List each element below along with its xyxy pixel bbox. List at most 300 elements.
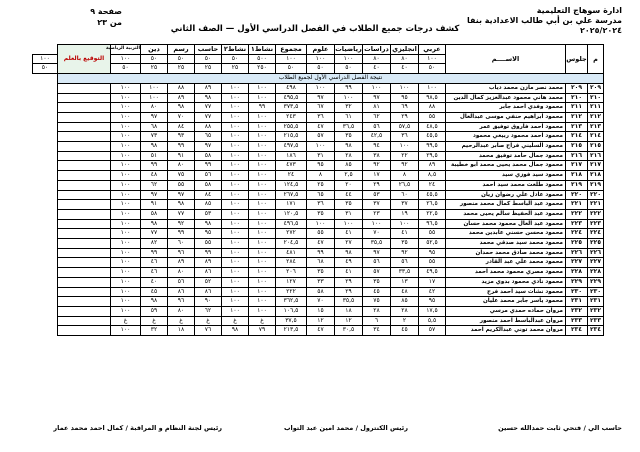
grade-cell: ١٨ bbox=[335, 306, 363, 316]
grade-cell: ١٠٠ bbox=[249, 200, 276, 210]
grade-cell: ١٠٦,٥ bbox=[276, 306, 307, 316]
grade-cell: ١٢ bbox=[335, 316, 363, 326]
grade-cell: ١٠٠ bbox=[222, 132, 249, 142]
grade-cell: ١٠٠ bbox=[391, 219, 419, 229]
student-name: محمود محمد صادق محمد حمدان bbox=[446, 248, 566, 258]
grade-cell: ٢٤ bbox=[276, 171, 307, 181]
grade-cell: ١٠٠ bbox=[111, 190, 141, 200]
grade-cell: ١٠٠ bbox=[335, 219, 363, 229]
grade-cell: ١٠٠ bbox=[249, 268, 276, 278]
grade-cell: ١٠٠ bbox=[249, 248, 276, 258]
grade-cell: ٣٥ bbox=[307, 268, 335, 278]
grade-cell: ٥٥ bbox=[419, 229, 446, 239]
grade-cell: ٣٥ bbox=[335, 132, 363, 142]
grade-cell: ٩٧ bbox=[168, 190, 195, 200]
grade-cell: ٩٨ bbox=[168, 103, 195, 113]
grade-cell: ٣٧,٥ bbox=[276, 316, 307, 326]
student-name: محمود احمد محمود ربيعي محمود bbox=[446, 132, 566, 142]
row-index: ٢٢٧ bbox=[588, 258, 604, 268]
grade-cell: ١٧,٥ bbox=[419, 306, 446, 316]
grade-cell: ٩٥ bbox=[307, 161, 335, 171]
student-name: محمود عادل علي رضوان زيان bbox=[446, 190, 566, 200]
grade-cell: ١٠٠ bbox=[222, 93, 249, 103]
grade-cell: ٤٦ bbox=[141, 258, 168, 268]
row-index: ٢١١ bbox=[588, 103, 604, 113]
grade-cell: ٤٥,٥ bbox=[419, 132, 446, 142]
student-row bbox=[33, 112, 604, 122]
grade-cell: ٢٩ bbox=[335, 277, 363, 287]
grade-cell: ١٧ bbox=[363, 171, 391, 181]
grade-cell: ٢٨٤ bbox=[276, 258, 307, 268]
grade-cell: ٩٥ bbox=[195, 229, 222, 239]
student-row bbox=[33, 161, 604, 171]
col-name: الاســــم bbox=[446, 45, 566, 74]
grade-cell: ١٠٠ bbox=[111, 151, 141, 161]
grade-cell: ١٠٠ bbox=[111, 200, 141, 210]
signature-cell bbox=[58, 248, 111, 258]
grade-cell: ١٢٤,٥ bbox=[276, 180, 307, 190]
grade-cell: غ bbox=[195, 316, 222, 326]
grade-cell: ٢٩ bbox=[363, 180, 391, 190]
grade-cell: ٣٣,٥ bbox=[391, 268, 419, 278]
grade-cell: ٨٨ bbox=[168, 83, 195, 93]
grade-cell: ١٠٠ bbox=[249, 297, 276, 307]
grade-cell: ١٠٠ bbox=[111, 277, 141, 287]
grade-cell: ٧٦ bbox=[195, 326, 222, 336]
grade-cell: ٥٢ bbox=[195, 277, 222, 287]
row-index: ٢٢٥ bbox=[588, 239, 604, 249]
grade-cell: ٥٧ bbox=[307, 132, 335, 142]
student-name: مروان محمد توني عبدالكريم احمد bbox=[446, 326, 566, 336]
signature-cell bbox=[58, 239, 111, 249]
row-index: ٢٣٠ bbox=[588, 287, 604, 297]
grade-cell: ٨٩ bbox=[168, 93, 195, 103]
grade-cell: ١٠٠ bbox=[249, 258, 276, 268]
grade-cell: ٥٨ bbox=[195, 151, 222, 161]
grade-cell: ٩٨,٥ bbox=[419, 93, 446, 103]
grade-cell: ٩٩,٥ bbox=[419, 142, 446, 152]
grade-cell: ١٠٠ bbox=[222, 248, 249, 258]
grade-cell: ٣٢ bbox=[141, 326, 168, 336]
signature-cell bbox=[58, 316, 111, 326]
header-row bbox=[33, 45, 604, 55]
grade-cell: ٥٥ bbox=[168, 180, 195, 190]
student-row bbox=[33, 219, 604, 229]
min-score-cell: ٥٠ bbox=[276, 64, 307, 74]
grade-cell: ١٠٠ bbox=[222, 151, 249, 161]
grade-cell: ٥٢,٥ bbox=[419, 239, 446, 249]
grade-cell: ٩٨ bbox=[141, 142, 168, 152]
grade-cell: غ bbox=[168, 316, 195, 326]
student-name: محمود نادي محمود بدوي مزيد bbox=[446, 277, 566, 287]
grade-cell: ١٠٠ bbox=[249, 287, 276, 297]
grade-cell: ٩٧ bbox=[141, 112, 168, 122]
col-arabic: عربي bbox=[419, 45, 446, 55]
min-score-cell: ٢٥ bbox=[222, 64, 249, 74]
seat-number: ٢٢٥ bbox=[566, 239, 588, 249]
grade-cell: ٥٨ bbox=[141, 209, 168, 219]
signature-cell bbox=[58, 287, 111, 297]
grade-cell: ١٠٠ bbox=[222, 83, 249, 93]
grade-cell: ١٥ bbox=[307, 306, 335, 316]
row-index: ٢١٠ bbox=[588, 93, 604, 103]
grade-cell: ٨٤ bbox=[168, 122, 195, 132]
min-score-cell: ٢٥ bbox=[195, 64, 222, 74]
grade-cell: ٨٤ bbox=[195, 190, 222, 200]
grade-cell: ٩٩ bbox=[168, 229, 195, 239]
student-name: محمود جمال محمد يحيى محمد ابو خطيبة bbox=[446, 161, 566, 171]
student-name: محمود عبد العال محمود محمد حسان bbox=[446, 219, 566, 229]
grade-cell: ٩٩ bbox=[307, 248, 335, 258]
student-row bbox=[33, 200, 604, 210]
grade-cell: ٨ bbox=[307, 171, 335, 181]
grade-cell: ٩٧ bbox=[363, 248, 391, 258]
grade-cell: ٢٢,٥ bbox=[419, 209, 446, 219]
grade-cell: ٥٦ bbox=[363, 122, 391, 132]
grade-cell: ٦٩ bbox=[391, 103, 419, 113]
grade-cell: ٩٧ bbox=[141, 190, 168, 200]
student-name: محمود احمد فاروق توفيق عمر bbox=[446, 122, 566, 132]
grade-cell: ٣٥,٥ bbox=[335, 297, 363, 307]
grade-cell: ٧٧ bbox=[195, 112, 222, 122]
row-index: ٢٢٩ bbox=[588, 277, 604, 287]
student-name: محمود عبد الباسط كمال محمد منصور bbox=[446, 200, 566, 210]
seat-number: ٢١٥ bbox=[566, 142, 588, 152]
grade-cell: ٢٩ bbox=[391, 112, 419, 122]
grade-cell: ٤٨ bbox=[391, 287, 419, 297]
grade-cell: ١٠٠ bbox=[111, 306, 141, 316]
grade-cell: ٨٠ bbox=[168, 161, 195, 171]
row-index: ٢٢٤ bbox=[588, 229, 604, 239]
grade-cell: ٤٧ bbox=[307, 326, 335, 336]
grade-cell: ٦٨ bbox=[141, 122, 168, 132]
max-score-cell: ٥٠ bbox=[222, 54, 249, 64]
grade-cell: ١٠٠ bbox=[249, 219, 276, 229]
grade-cell: ١٠٠ bbox=[363, 83, 391, 93]
student-name: محمود طلعت محمد سيد احمد bbox=[446, 180, 566, 190]
grade-cell: ٥,٥ bbox=[419, 316, 446, 326]
grade-cell: غ bbox=[222, 316, 249, 326]
grade-cell: ٧٩ bbox=[249, 326, 276, 336]
signature-cell bbox=[58, 268, 111, 278]
col-seat: جلوس bbox=[566, 45, 588, 74]
student-name: مروان حماده حمدي مرسي bbox=[446, 306, 566, 316]
grade-cell: ٢,٥ bbox=[335, 171, 363, 181]
max-score-cell: ١٠٠ bbox=[111, 54, 141, 64]
grade-cell: ١٠٠ bbox=[111, 132, 141, 142]
year-line: ٢٠٢٥/٢٠٢٤ bbox=[580, 26, 622, 35]
grade-cell: ٤٩ bbox=[335, 258, 363, 268]
results-banner-row bbox=[33, 74, 604, 84]
row-index: ٢١٥ bbox=[588, 142, 604, 152]
student-row bbox=[33, 316, 604, 326]
row-index: ٢٢٦ bbox=[588, 248, 604, 258]
student-name: محمود ابراهيم حنفي موسى عبدالعال bbox=[446, 112, 566, 122]
grade-cell: ٨ bbox=[391, 171, 419, 181]
grade-cell: ٥٨ bbox=[195, 180, 222, 190]
grade-cell: ١٠٠ bbox=[222, 180, 249, 190]
grade-cell: ٦٢ bbox=[141, 180, 168, 190]
grade-cell: ٩٨ bbox=[141, 219, 168, 229]
student-name: مروان عبدالباسط احمد منصور bbox=[446, 316, 566, 326]
grade-cell: ٢٠٤,٥ bbox=[276, 239, 307, 249]
grade-cell: ٨٥ bbox=[195, 200, 222, 210]
col-index: م bbox=[588, 45, 604, 74]
grade-cell: ٩٥ bbox=[419, 297, 446, 307]
grade-cell: ١٠٠ bbox=[222, 306, 249, 316]
grade-cell: ١٠٠ bbox=[222, 190, 249, 200]
min-score-cell: ٢٥٠ bbox=[249, 64, 276, 74]
grade-cell: ١٠٠ bbox=[391, 83, 419, 93]
student-row bbox=[33, 93, 604, 103]
grade-cell: ٧٠ bbox=[307, 297, 335, 307]
page-header bbox=[0, 0, 640, 48]
grade-cell: ١٠٠ bbox=[222, 103, 249, 113]
grade-cell: ٥٧ bbox=[419, 326, 446, 336]
grade-cell: ١٠٠ bbox=[249, 209, 276, 219]
signature-cell bbox=[58, 151, 111, 161]
footer-control-head: رئيس الكنترول / محمد امين عبد التواب bbox=[283, 424, 408, 432]
grade-cell: ١٠٠ bbox=[249, 122, 276, 132]
grade-cell: ٩٠ bbox=[195, 297, 222, 307]
seat-number: ٢١٩ bbox=[566, 180, 588, 190]
grade-cell: ١٧١ bbox=[276, 200, 307, 210]
grade-cell: ٤٤ bbox=[335, 190, 363, 200]
grade-cell: ٧٧ bbox=[195, 103, 222, 113]
max-score-cell: ٨٠ bbox=[391, 54, 419, 64]
grade-cell: ١٠٠ bbox=[111, 326, 141, 336]
grade-cell: ٥٣ bbox=[195, 209, 222, 219]
grade-cell: ٦٥ bbox=[195, 132, 222, 142]
col-total: مجموع bbox=[276, 45, 307, 55]
grade-cell: ٦٢ bbox=[195, 306, 222, 316]
grade-cell: ٢٩,٥ bbox=[419, 151, 446, 161]
grade-cell: ٥٥ bbox=[419, 112, 446, 122]
grade-cell: ٨٩ bbox=[419, 161, 446, 171]
signature-cell bbox=[58, 142, 111, 152]
grade-cell: ١٠٠ bbox=[111, 219, 141, 229]
signature-cell bbox=[58, 326, 111, 336]
grade-cell: ٧٠ bbox=[168, 112, 195, 122]
grade-cell: ١٠٠ bbox=[111, 297, 141, 307]
grade-cell: ١٠٠ bbox=[222, 209, 249, 219]
grade-cell: ٤٠ bbox=[141, 277, 168, 287]
grade-cell: ١٠٠ bbox=[391, 142, 419, 152]
seat-number: ٢٢٤ bbox=[566, 229, 588, 239]
page-title: كشف درجات جميع الطلاب في الفصل الدراسي الأول — الصف الثاني bbox=[170, 24, 460, 34]
grade-cell: ٨٦ bbox=[195, 268, 222, 278]
grade-cell: ١٠٠ bbox=[111, 248, 141, 258]
grade-cell: ٣٧ bbox=[391, 200, 419, 210]
grade-cell: ١٠٠ bbox=[363, 219, 391, 229]
signature-cell bbox=[58, 132, 111, 142]
grade-cell: ٧٥ bbox=[168, 171, 195, 181]
grade-cell: ٣٦ bbox=[307, 200, 335, 210]
seat-number: ٢٢٢ bbox=[566, 209, 588, 219]
grade-cell: ٣٥ bbox=[391, 239, 419, 249]
school-line: مدرسة علي بن أبي طالب الاعدادية بنفا bbox=[466, 16, 622, 25]
signature-cell bbox=[58, 219, 111, 229]
max-score-cell: ٥٠ bbox=[168, 54, 195, 64]
grade-cell: ١٠٠ bbox=[222, 171, 249, 181]
grade-cell: ٩٢ bbox=[391, 248, 419, 258]
grade-cell: ١٨٦ bbox=[276, 151, 307, 161]
grade-cell: ٥٨ bbox=[307, 287, 335, 297]
grade-cell: ١٠٠ bbox=[249, 161, 276, 171]
grade-cell: ٩٩ bbox=[141, 248, 168, 258]
grade-cell: ٨٦ bbox=[168, 287, 195, 297]
seat-number: ٢٢٣ bbox=[566, 219, 588, 229]
grade-cell: ٩٨ bbox=[141, 297, 168, 307]
grade-cell: ٢٨ bbox=[363, 306, 391, 316]
grade-cell: ١٠٠ bbox=[249, 229, 276, 239]
col-religion: دين bbox=[141, 45, 168, 55]
row-index: ٢٢٠ bbox=[588, 190, 604, 200]
grade-cell: غ bbox=[141, 316, 168, 326]
grade-cell: ٩٣ bbox=[168, 132, 195, 142]
student-row bbox=[33, 171, 604, 181]
col-english: انجليزي bbox=[392, 45, 417, 53]
row-index: ٢٠٩ bbox=[588, 83, 604, 93]
signature-cell bbox=[58, 200, 111, 210]
grade-cell: ٢٧ bbox=[335, 239, 363, 249]
grade-cell: ٤٥ bbox=[391, 326, 419, 336]
grade-cell: ٩٨ bbox=[168, 200, 195, 210]
grade-cell: ٩٧ bbox=[195, 142, 222, 152]
grade-cell: ١٠٠ bbox=[249, 171, 276, 181]
student-row bbox=[33, 248, 604, 258]
grade-cell: ٩٦ bbox=[168, 297, 195, 307]
student-row bbox=[33, 277, 604, 287]
grade-cell: ٤١ bbox=[335, 229, 363, 239]
signature-cell bbox=[58, 93, 111, 103]
student-name: محمود مصري محمود محمد احمد bbox=[446, 268, 566, 278]
seat-number: ٢١٨ bbox=[566, 171, 588, 181]
grade-cell: ٤٢ bbox=[419, 287, 446, 297]
signature-cell bbox=[58, 297, 111, 307]
grade-cell: ١٠٠ bbox=[222, 122, 249, 132]
grade-cell: ١٠٠ bbox=[249, 306, 276, 316]
student-name: محمود محسن حسني عابدين محمد bbox=[446, 229, 566, 239]
grade-cell: ٦٠ bbox=[391, 190, 419, 200]
seat-number: ٢١٣ bbox=[566, 122, 588, 132]
seat-number: ٢٣١ bbox=[566, 297, 588, 307]
grade-cell: ٦٨ bbox=[307, 258, 335, 268]
grade-cell: ٤١ bbox=[335, 268, 363, 278]
seat-number: ٢١٢ bbox=[566, 112, 588, 122]
grade-cell: ١٠٠ bbox=[222, 277, 249, 287]
grade-cell: ٧٧ bbox=[141, 229, 168, 239]
grade-cell: ٩٨ bbox=[195, 219, 222, 229]
grade-cell: ١٠٠ bbox=[249, 190, 276, 200]
grade-cell: ٣٤ bbox=[363, 326, 391, 336]
grade-cell: ١٠٠ bbox=[419, 83, 446, 93]
grade-cell: ٩٩ bbox=[195, 248, 222, 258]
grade-cell: ٤٨١ bbox=[276, 248, 307, 258]
student-row bbox=[33, 306, 604, 316]
grade-cell: ٨,٥ bbox=[419, 171, 446, 181]
grade-cell: ٣٦ bbox=[307, 112, 335, 122]
grade-cell: ٨٥ bbox=[391, 297, 419, 307]
grade-cell: ٨٩ bbox=[195, 258, 222, 268]
grade-cell: ٥٥ bbox=[419, 258, 446, 268]
grade-cell: ٨٩ bbox=[195, 83, 222, 93]
student-row bbox=[33, 297, 604, 307]
col-science: علوم bbox=[307, 45, 335, 55]
grade-cell: ٩٦ bbox=[168, 248, 195, 258]
grade-cell: ١٠٠ bbox=[111, 122, 141, 132]
max-score-cell: ١٠٠ bbox=[33, 54, 58, 64]
student-name: محمود السليني فراج صابر عبدالرحيم bbox=[446, 142, 566, 152]
grade-cell: ١٠٠ bbox=[249, 239, 276, 249]
grade-cell: ١٢٠,٥ bbox=[276, 209, 307, 219]
grade-cell: ٨٠ bbox=[168, 306, 195, 316]
row-index: ٢٣٣ bbox=[588, 316, 604, 326]
seat-number: ٢١٠ bbox=[566, 93, 588, 103]
grade-cell: ٥٥ bbox=[195, 239, 222, 249]
student-row bbox=[33, 122, 604, 132]
col-math: رياضيات bbox=[335, 45, 362, 53]
max-score-cell: ١٠٠ bbox=[419, 54, 446, 64]
grade-cell: ٩٤ bbox=[363, 142, 391, 152]
grade-cell: ٢٠٦ bbox=[276, 268, 307, 278]
grade-cell: ٢٤٣ bbox=[276, 112, 307, 122]
grade-cell: ٩٩ bbox=[335, 83, 363, 93]
signature-cell bbox=[58, 229, 111, 239]
signature-cell bbox=[58, 112, 111, 122]
col-activity2: نشاط٢ bbox=[222, 45, 249, 55]
grade-cell: ١٠٠ bbox=[222, 268, 249, 278]
grade-cell: ٦١ bbox=[335, 112, 363, 122]
grade-cell: ١٠٠ bbox=[222, 297, 249, 307]
grade-cell: ٤٩٨ bbox=[276, 83, 307, 93]
min-score-cell: ٢٥ bbox=[141, 64, 168, 74]
grade-cell: ٥٩ bbox=[141, 306, 168, 316]
grade-cell: ٩٩ bbox=[168, 142, 195, 152]
col-activity1: نشاط١ bbox=[249, 45, 276, 55]
grade-cell: ٢٦,٥ bbox=[419, 200, 446, 210]
grade-cell: ٢٨ bbox=[391, 306, 419, 316]
grade-cell: ٩٨ bbox=[222, 326, 249, 336]
signature-cell bbox=[58, 258, 111, 268]
student-name: محمود وفدي احمد جابر bbox=[446, 103, 566, 113]
signature-cell bbox=[58, 122, 111, 132]
grade-cell: ٥١ bbox=[141, 151, 168, 161]
student-name: محمود محمد علي عبد القادر bbox=[446, 258, 566, 268]
grade-cell: ٣٢ bbox=[335, 103, 363, 113]
grade-cell: ٩٥ bbox=[419, 248, 446, 258]
grade-cell: ١٠٠ bbox=[222, 258, 249, 268]
signature-cell bbox=[58, 103, 111, 113]
row-index: ٢٢٣ bbox=[588, 219, 604, 229]
row-index: ٢٢٢ bbox=[588, 209, 604, 219]
grade-cell: ١٠٠ bbox=[111, 161, 141, 171]
grade-cell: ٢٢٢ bbox=[276, 287, 307, 297]
max-score-cell: ١٠٠ bbox=[335, 54, 363, 64]
signature-cell bbox=[58, 209, 111, 219]
grade-cell: غ bbox=[111, 316, 141, 326]
grade-cell: ٤٩,٥ bbox=[419, 268, 446, 278]
signature-header: التوقيع بالعلم bbox=[58, 45, 111, 74]
grade-cell: ٦٧ bbox=[307, 103, 335, 113]
grade-cell: ١٠٠ bbox=[222, 229, 249, 239]
grade-cell: ٢٧٢ bbox=[276, 229, 307, 239]
results-banner: نتيجة الفصل الدراسي الأول لجميع الطلاب bbox=[58, 74, 604, 84]
student-row bbox=[33, 190, 604, 200]
grade-cell: ١٠٠ bbox=[335, 93, 363, 103]
signature-cell bbox=[58, 161, 111, 171]
grade-cell: ٣١ bbox=[307, 151, 335, 161]
